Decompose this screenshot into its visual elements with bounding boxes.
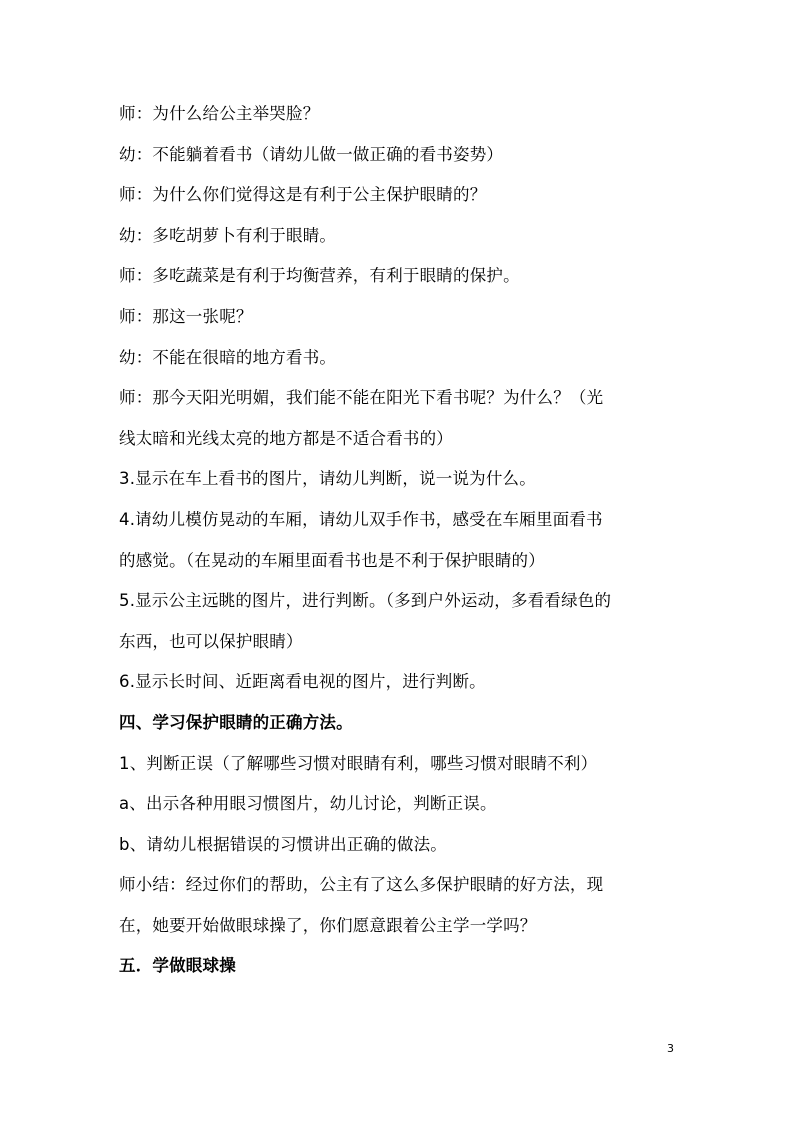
dialogue-line: 幼：多吃胡萝卜有利于眼睛。 xyxy=(119,225,337,245)
sub-item: a、出示各种用眼习惯图片，幼儿讨论，判断正误。 xyxy=(119,794,497,814)
section-heading: 四、学习保护眼睛的正确方法。 xyxy=(119,712,353,732)
sub-item: 1、判断正误（了解哪些习惯对眼睛有利，哪些习惯对眼睛不利） xyxy=(119,753,598,773)
step-item-continued: 的感觉。（在晃动的车厢里面看书也是不利于保护眼睛的） xyxy=(119,550,545,570)
page-number: 3 xyxy=(667,1042,674,1055)
section-heading: 五．学做眼球操 xyxy=(119,956,236,976)
step-item-continued: 东西，也可以保护眼睛） xyxy=(119,631,303,651)
step-item: 5.显示公主远眺的图片，进行判断。（多到户外运动，多看看绿色的 xyxy=(119,591,612,611)
step-item: 6.显示长时间、近距离看电视的图片，进行判断。 xyxy=(119,672,486,692)
step-item: 4.请幼儿模仿晃动的车厢，请幼儿双手作书，感受在车厢里面看书 xyxy=(119,509,603,529)
step-item: 3.显示在车上看书的图片，请幼儿判断，说一说为什么。 xyxy=(119,469,536,489)
page-body xyxy=(119,104,679,997)
dialogue-line: 师：那这一张呢？ xyxy=(119,306,253,326)
summary-line: 师小结：经过你们的帮助，公主有了这么多保护眼睛的好方法，现 xyxy=(119,875,604,895)
dialogue-line-continued: 线太暗和光线太亮的地方都是不适合看书的） xyxy=(119,428,453,448)
dialogue-line: 幼：不能躺着看书（请幼儿做一做正确的看书姿势） xyxy=(119,144,504,164)
dialogue-line: 师：多吃蔬菜是有利于均衡营养，有利于眼睛的保护。 xyxy=(119,266,520,286)
summary-line-continued: 在，她要开始做眼球操了，你们愿意跟着公主学一学吗？ xyxy=(119,915,537,935)
dialogue-line: 师：那今天阳光明媚，我们能不能在阳光下看书呢？为什么？（光 xyxy=(119,388,604,408)
dialogue-line: 师：为什么你们觉得这是有利于公主保护眼睛的？ xyxy=(119,185,487,205)
sub-item: b、请幼儿根据错误的习惯讲出正确的做法。 xyxy=(119,834,447,854)
dialogue-line: 幼：不能在很暗的地方看书。 xyxy=(119,347,337,367)
dialogue-line: 师：为什么给公主举哭脸？ xyxy=(119,104,320,123)
